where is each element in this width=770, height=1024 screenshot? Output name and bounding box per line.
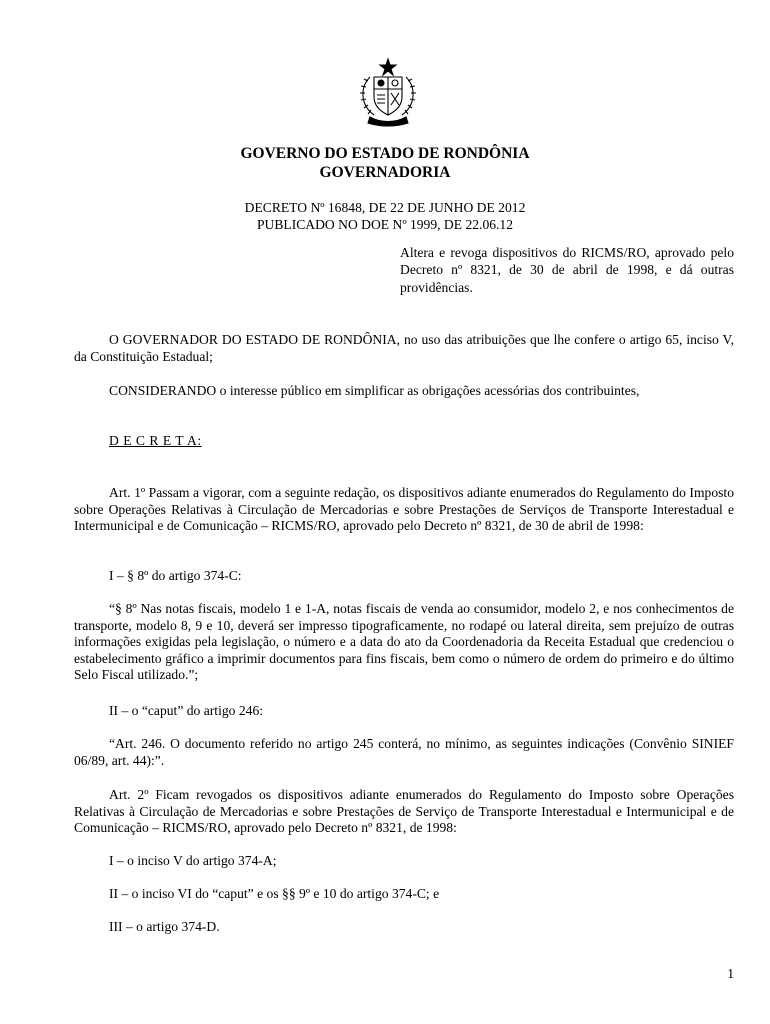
page-number: 1 [727, 966, 734, 981]
decreta-heading: D E C R E T A: [109, 433, 202, 448]
item-1-text: “§ 8º Nas notas fiscais, modelo 1 e 1-A, notas fiscais de venda ao consumidor, modelo 2, e nos conhecimentos de transporte, modelo 8, 9 e 10, deverá ser impresso tipograficamente, no rodapé ou lateral direita, sem prejuízo de outras informações exigidas pela legislação, o número e a data do ato da Coordenadoria da Receita Estadual que credenciou o estabelecimento gráfico a imprimir documentos para fins fiscais, bem como o número de ordem do primeiro e do último Selo Fiscal utilizado.”; [74, 601, 734, 682]
revoked-item-1: I – o inciso V do artigo 374-A; [109, 853, 277, 868]
article-2-paragraph: Art. 2º Ficam revogados os dispositivos adiante enumerados do Regulamento do Imposto sobre Operações Relativas à Circulação de Mercadorias e sobre Prestações de Serviço de Transporte Interestadual e Intermunicipal e de Comunicação – RICMS/RO, aprovado pelo Decreto nº 8321, de 1998: [74, 787, 734, 835]
publication-line: PUBLICADO NO DOE Nº 1999, DE 22.06.12 [256, 217, 514, 232]
office-title: GOVERNADORIA [319, 164, 451, 181]
considering-paragraph: CONSIDERANDO o interesse público em simplificar as obrigações acessórias dos contribuintes, [109, 383, 640, 398]
decree-number: DECRETO Nº 16848, DE 22 DE JUNHO DE 2012 [244, 200, 526, 215]
government-title: GOVERNO DO ESTADO DE RONDÔNIA [240, 145, 530, 162]
item-2-title: II – o “caput” do artigo 246: [109, 703, 264, 718]
ementa: Altera e revoga dispositivos do RICMS/RO, aprovado pelo Decreto nº 8321, de 30 de abril de 1998, e dá outras providências. [400, 245, 734, 295]
revoked-item-3: III – o artigo 374-D. [109, 919, 220, 934]
item-2-text: “Art. 246. O documento referido no artigo 245 conterá, no mínimo, as seguintes indicações (Convênio SINIEF 06/89, art. 44):”. [74, 736, 734, 768]
article-1-paragraph: Art. 1º Passam a vigorar, com a seguinte redação, os dispositivos adiante enumerados do Regulamento do Imposto sobre Operações Relativas à Circulação de Mercadorias e sobre Prestações de Serviços de Transporte Interestadual e Intermunicipal e de Comunicação – RICMS/RO, aprovado pelo Decreto nº 8321, de 30 de abril de 1998: [74, 485, 734, 533]
preamble-paragraph: O GOVERNADOR DO ESTADO DE RONDÔNIA, no uso das atribuições que lhe confere o artigo 65, inciso V, da Constituição Estadual; [74, 332, 734, 364]
item-1-title: I – § 8º do artigo 374-C: [109, 568, 242, 583]
revoked-item-2: II – o inciso VI do “caput” e os §§ 9º e 10 do artigo 374-C; e [109, 886, 440, 901]
coat-of-arms-icon [356, 57, 420, 127]
